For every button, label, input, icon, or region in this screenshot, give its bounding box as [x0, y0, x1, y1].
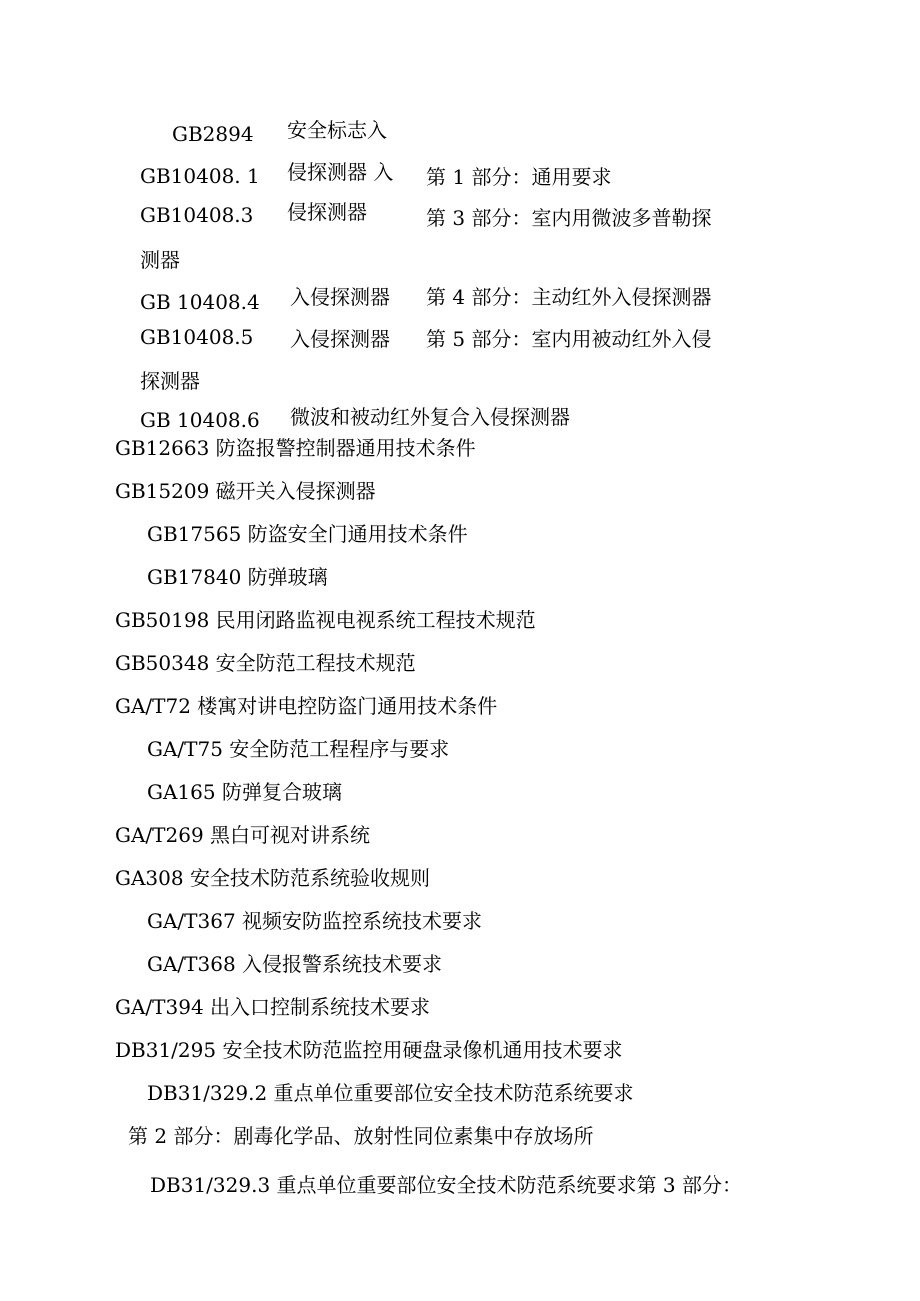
standard-code: GB10408.5: [140, 325, 254, 349]
standard-code: GB2894: [172, 122, 254, 146]
standard-line: GA/T368 入侵报警系统技术要求: [147, 952, 443, 976]
standard-title-part: 微波和被动红外复合入侵探测器: [290, 405, 570, 429]
standard-part-desc: 第 5 部分：室内用被动红外入侵: [426, 327, 712, 351]
standard-code: GB 10408.6: [140, 408, 260, 432]
standard-code: GB 10408.4: [140, 290, 260, 314]
standard-code: GB10408. 1: [140, 164, 260, 188]
standard-line: GA/T72 楼寓对讲电控防盗门通用技术条件: [115, 694, 498, 718]
standard-title-part: 入侵探测器: [290, 327, 390, 351]
standard-line: GA/T269 黑白可视对讲系统: [115, 823, 371, 847]
standard-part-desc: 第 3 部分：室内用微波多普勒探: [426, 206, 712, 230]
standard-line: GA/T367 视频安防监控系统技术要求: [147, 909, 483, 933]
standard-line: GA165 防弹复合玻璃: [147, 780, 342, 804]
standard-code: GB10408.3: [140, 203, 254, 227]
standard-part-desc-wrap: 测器: [140, 248, 180, 272]
standard-line: 第 2 部分：剧毒化学品、放射性同位素集中存放场所: [128, 1124, 594, 1148]
standard-title-part: 入侵探测器: [290, 285, 390, 309]
standard-line: DB31/329.2 重点单位重要部位安全技术防范系统要求: [147, 1081, 634, 1105]
standard-part-desc: 第 1 部分：通用要求: [426, 165, 612, 189]
standard-line: GB17565 防盗安全门通用技术条件: [147, 522, 468, 546]
standard-line: GB50348 安全防范工程技术规范: [115, 651, 416, 675]
standard-part-desc-wrap: 探测器: [140, 369, 200, 393]
standard-line: GB17840 防弹玻璃: [147, 565, 328, 589]
standard-part-desc: 第 4 部分：主动红外入侵探测器: [426, 285, 712, 309]
standard-line: GA/T394 出入口控制系统技术要求: [115, 995, 431, 1019]
standard-line: GA/T75 安全防范工程程序与要求: [147, 737, 450, 761]
standard-line: GB50198 民用闭路监视电视系统工程技术规范: [115, 608, 536, 632]
standard-line: GB12663 防盗报警控制器通用技术条件: [115, 436, 476, 460]
standard-title-part: 安全标志入: [287, 118, 387, 142]
standard-title-part: 侵探测器: [287, 200, 367, 224]
standard-line: DB31/329.3 重点单位重要部位安全技术防范系统要求第 3 部分：: [150, 1173, 742, 1197]
standard-line: DB31/295 安全技术防范监控用硬盘录像机通用技术要求: [115, 1038, 623, 1062]
standard-title-part: 侵探测器 入: [287, 160, 394, 184]
standard-line: GB15209 磁开关入侵探测器: [115, 479, 376, 503]
standard-line: GA308 安全技术防范系统验收规则: [115, 866, 430, 890]
